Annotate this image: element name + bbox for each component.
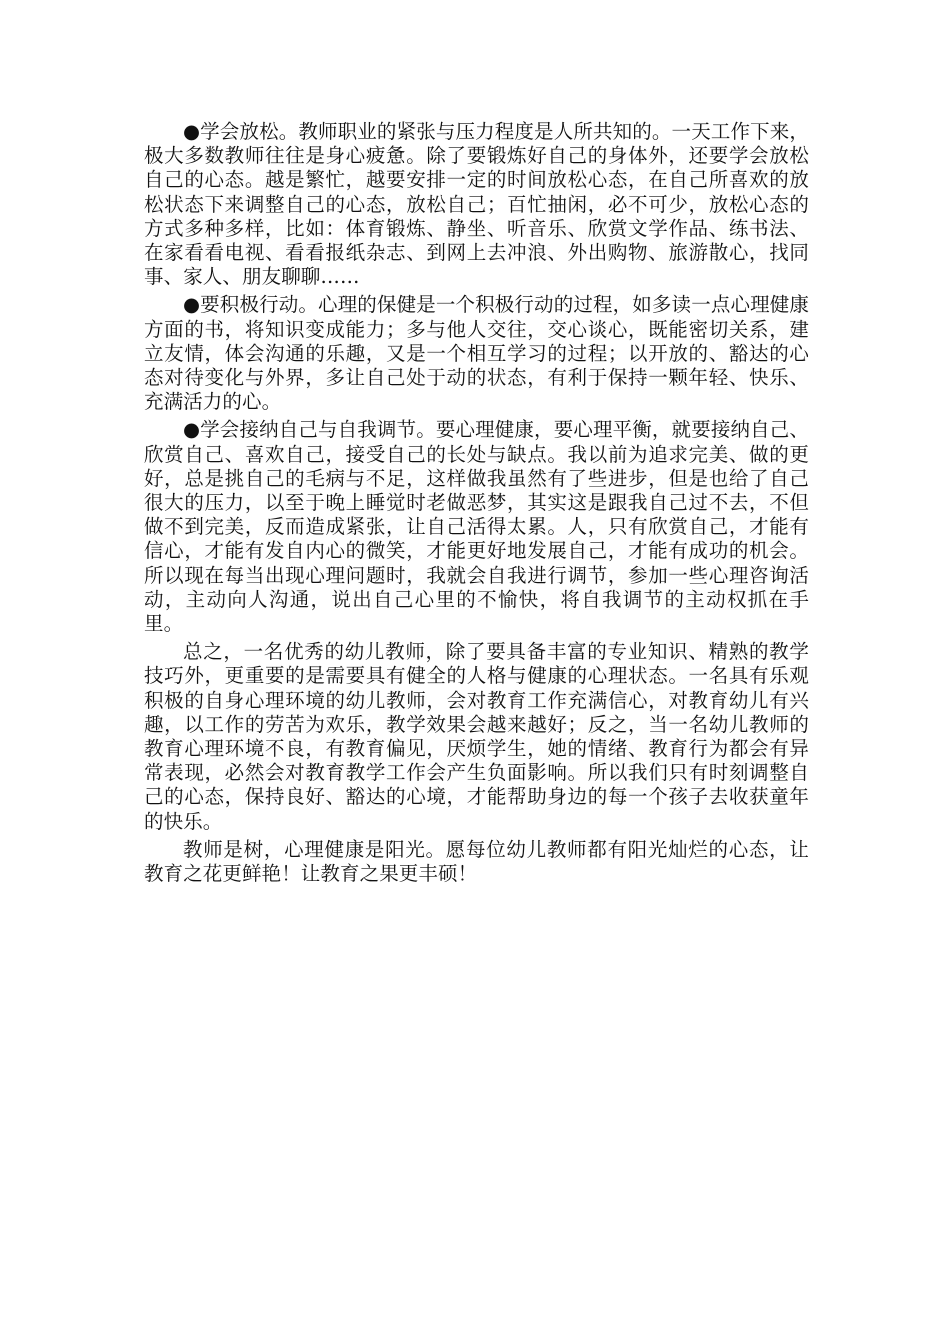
paragraph-closing: 教师是树，心理健康是阳光。愿每位幼儿教师都有阳光灿烂的心态，让教育之花更鲜艳！让教育之果更丰硕！ (144, 837, 809, 886)
paragraph-self-acceptance: ●学会接纳自己与自我调节。要心理健康，要心理平衡，就要接纳自己、欣赏自己、喜欢自己，接受自己的长处与缺点。我以前为追求完美、做的更好，总是挑自己的毛病与不足，这样做我虽然有了些进步，但是也给了自己很大的压力，以至于晚上睡觉时老做恶梦，其实这是跟我自己过不去，不但做不到完美，反而造成紧张，让自己活得太累。人，只有欣赏自己，才能有信心，才能有发自内心的微笑，才能更好地发展自己，才能有成功的机会。所以现在每当出现心理问题时，我就会自我进行调节，参加一些心理咨询活动，主动向人沟通，说出自己心里的不愉快，将自我调节的主动权抓在手里。 (144, 418, 809, 636)
document-page (144, 120, 809, 890)
paragraph-conclusion: 总之，一名优秀的幼儿教师，除了要具备丰富的专业知识、精熟的教学技巧外，更重要的是需要具有健全的人格与健康的心理状态。一名具有乐观积极的自身心理环境的幼儿教师，会对教育工作充满信心，对教育幼儿有兴趣，以工作的劳苦为欢乐，教学效果会越来越好；反之，当一名幼儿教师的教育心理环境不良，有教育偏见，厌烦学生，她的情绪、教育行为都会有异常表现，必然会对教育教学工作会产生负面影响。所以我们只有时刻调整自己的心态，保持良好、豁达的心境，才能帮助身边的每一个孩子去收获童年的快乐。 (144, 640, 809, 833)
paragraph-relax: ●学会放松。教师职业的紧张与压力程度是人所共知的。一天工作下来，极大多数教师往往是身心疲惫。除了要锻炼好自己的身体外，还要学会放松自己的心态。越是繁忙，越要安排一定的时间放松心态，在自己所喜欢的放松状态下来调整自己的心态，放松自己；百忙抽闲，必不可少，放松心态的方式多种多样，比如：体育锻炼、静坐、听音乐、欣赏文学作品、练书法、在家看看电视、看看报纸杂志、到网上去冲浪、外出购物、旅游散心，找同事、家人、朋友聊聊…… (144, 120, 809, 289)
paragraph-active-action: ●要积极行动。心理的保健是一个积极行动的过程，如多读一点心理健康方面的书，将知识变成能力；多与他人交往，交心谈心，既能密切关系，建立友情，体会沟通的乐趣，又是一个相互学习的过程；以开放的、豁达的心态对待变化与外界，多让自己处于动的状态，有利于保持一颗年轻、快乐、充满活力的心。 (144, 293, 809, 414)
